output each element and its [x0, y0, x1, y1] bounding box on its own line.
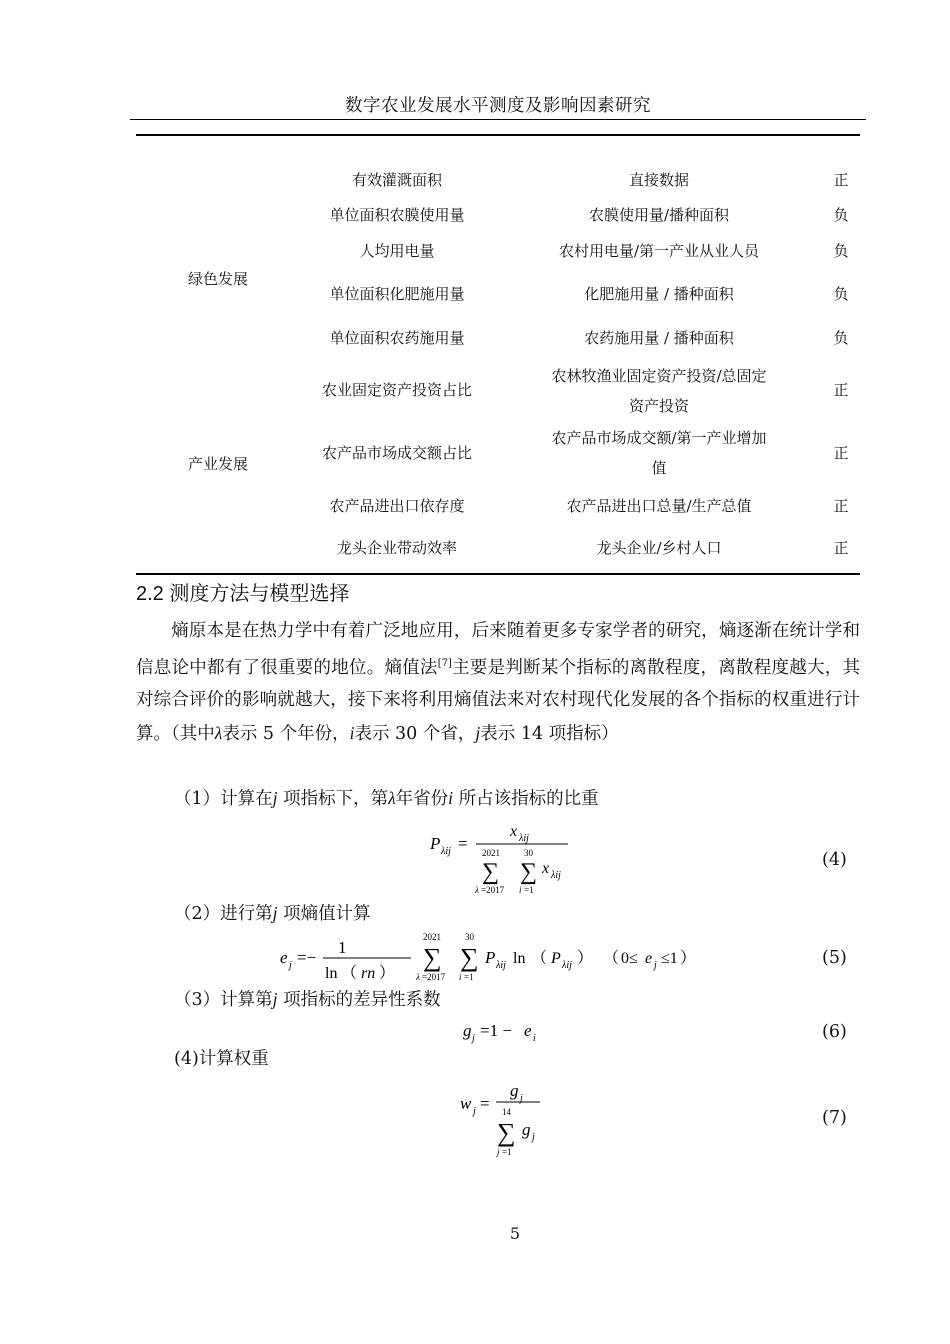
svg-text:=1: =1 [464, 972, 474, 982]
header-rule [130, 119, 866, 120]
svg-text:e: e [524, 1021, 532, 1040]
svg-text:i: i [519, 885, 522, 895]
svg-text:（: （ [531, 950, 548, 967]
svg-text:j: j [472, 1033, 475, 1044]
svg-text:x: x [542, 860, 550, 877]
svg-text:=1 −: =1 − [480, 1021, 512, 1040]
svg-text:λ: λ [475, 885, 479, 895]
svg-text:1: 1 [338, 938, 347, 957]
table-cell-direction: 正 [833, 497, 849, 515]
table-cell-direction: 负 [833, 285, 849, 303]
symbol-i: i [349, 723, 355, 744]
svg-text:e: e [645, 950, 653, 967]
svg-text:g: g [463, 1021, 472, 1040]
table-cell-indicator: 人均用电量 [359, 242, 435, 260]
table-cell-direction: 正 [833, 381, 849, 399]
svg-text:i: i [533, 1033, 536, 1044]
symbol-lambda: λ [214, 723, 223, 744]
equation-6 [455, 1013, 565, 1048]
paragraph-text: 主要是判断某个指标的离散程度，离散程度越大，其对综合评价的影响就越大，接下来将利用熵值法来对农村现代化发展的各个指标的权重进行计算。（其中 [136, 657, 861, 745]
svg-text:g: g [522, 1120, 531, 1139]
svg-text:=−: =− [297, 948, 317, 967]
svg-text:=2017: =2017 [481, 885, 505, 895]
equation-4 [420, 815, 590, 900]
table-group-green: 绿色发展 [187, 270, 248, 288]
svg-text:j: j [289, 960, 292, 971]
svg-text:=1: =1 [502, 1147, 512, 1157]
paragraph-text: 表示 14 项指标） [480, 724, 619, 745]
paragraph-text: 熵原本是在热力学中有着广泛地应用，后来随着更多专家学者的研究，熵逐渐在统计学和信息论中都有了很重要的地位。熵值法 [136, 621, 860, 678]
svg-text:2021: 2021 [423, 932, 441, 942]
symbol-j: j [475, 723, 481, 744]
table-cell-indicator: 农产品进出口依存度 [329, 497, 465, 515]
svg-text:λij: λij [441, 846, 451, 857]
paragraph-text: 表示 30 个省， [354, 724, 476, 745]
svg-text:≤1: ≤1 [661, 950, 678, 967]
table-cell-direction: 正 [833, 539, 849, 557]
table-cell-formula: 化肥施用量 / 播种面积 [584, 285, 734, 303]
svg-text:λij: λij [551, 870, 561, 881]
svg-text:x: x [510, 823, 518, 840]
table-cell-direction: 负 [833, 329, 849, 347]
svg-text:ln: ln [513, 950, 526, 967]
svg-text:λ: λ [416, 972, 420, 982]
table-top-rule [136, 134, 860, 136]
svg-text:P: P [485, 948, 496, 967]
svg-text:∑: ∑ [520, 859, 538, 885]
table-cell-direction: 正 [833, 444, 849, 462]
svg-text:λij: λij [496, 960, 506, 971]
table-cell-indicator: 农产品市场成交额占比 [321, 444, 472, 462]
svg-text:P: P [551, 950, 561, 967]
citation: [7] [437, 657, 452, 669]
svg-text:）: ） [577, 950, 594, 967]
table-cell-indicator: 有效灌溉面积 [351, 171, 442, 189]
svg-text:30: 30 [465, 932, 474, 942]
svg-text:rn: rn [361, 965, 376, 982]
table-cell-formula: 直接数据 [628, 171, 689, 189]
svg-text:w: w [460, 1094, 472, 1113]
step-2-text: （2）进行第j 项熵值计算 [174, 903, 371, 924]
table-cell-formula: 农药施用量 / 播种面积 [584, 329, 734, 347]
equation-7 [450, 1075, 560, 1165]
equation-5 [275, 928, 725, 988]
table-cell-indicator: 单位面积农药施用量 [329, 329, 465, 347]
svg-text:∑: ∑ [423, 943, 442, 972]
table-group-industry: 产业发展 [187, 455, 248, 473]
body-paragraph [136, 615, 860, 751]
svg-text:i: i [459, 972, 462, 982]
running-header: 数字农业发展水平测度及影响因素研究 [345, 96, 651, 116]
svg-text:P: P [430, 834, 441, 853]
table-cell-formula: 资产投资 [628, 397, 689, 415]
svg-text:2021: 2021 [482, 848, 500, 858]
table-cell-direction: 负 [833, 206, 849, 224]
table-cell-formula: 农产品进出口总量/生产总值 [566, 497, 752, 515]
step-4-text: (4)计算权重 [174, 1049, 269, 1069]
equation-number: (7) [822, 1108, 847, 1128]
page-number: 5 [509, 1224, 521, 1243]
svg-text:=: = [458, 834, 468, 853]
svg-text:λij: λij [562, 960, 572, 971]
svg-text:）: ） [379, 965, 396, 982]
svg-text:j: j [654, 960, 657, 971]
equation-number: (4) [822, 850, 847, 870]
table-cell-indicator: 龙头企业带动效率 [336, 539, 457, 557]
svg-text:∑: ∑ [497, 1118, 516, 1147]
svg-text:（: （ [603, 950, 620, 967]
paragraph-text: 表示 5 个年份， [222, 724, 350, 745]
svg-text:e: e [280, 948, 288, 967]
table-cell-formula: 农林牧渔业固定资产投资/总固定 [551, 367, 767, 385]
table-cell-formula: 农村用电量/第一产业从业人员 [558, 242, 760, 260]
svg-text:0≤: 0≤ [621, 950, 638, 967]
table-cell-formula: 龙头企业/乡村人口 [596, 539, 722, 557]
table-cell-indicator: 单位面积化肥施用量 [329, 285, 465, 303]
svg-text:j: j [497, 1147, 500, 1157]
svg-text:（: （ [341, 965, 358, 982]
svg-text:∑: ∑ [460, 943, 479, 972]
svg-text:g: g [510, 1081, 519, 1100]
svg-text:=1: =1 [524, 885, 534, 895]
svg-text:ln: ln [325, 965, 338, 982]
svg-text:30: 30 [524, 848, 533, 858]
table-cell-formula: 农膜使用量/播种面积 [588, 206, 730, 224]
table-cell-indicator: 单位面积农膜使用量 [329, 206, 465, 224]
section-heading: 2.2 测度方法与模型选择 [136, 583, 350, 605]
table-cell-indicator: 农业固定资产投资占比 [321, 381, 472, 399]
svg-text:λij: λij [519, 833, 529, 844]
svg-text:∑: ∑ [482, 859, 500, 885]
svg-text:j: j [520, 1093, 523, 1104]
table-cell-direction: 正 [833, 171, 849, 189]
step-1-text: （1）计算在j 项指标下，第λ年省份i 所占该指标的比重 [174, 788, 599, 809]
table-cell-direction: 负 [833, 242, 849, 260]
svg-text:=2017: =2017 [422, 972, 446, 982]
svg-text:）: ） [680, 950, 697, 967]
step-3-text: （3）计算第j 项指标的差异性系数 [174, 989, 441, 1010]
table-bottom-rule [136, 573, 860, 575]
svg-text:=: = [480, 1094, 490, 1113]
svg-text:j: j [473, 1106, 476, 1117]
equation-number: (5) [822, 948, 847, 968]
table-cell-formula: 值 [651, 459, 667, 477]
equation-number: (6) [822, 1022, 847, 1042]
svg-text:j: j [532, 1132, 535, 1143]
table-cell-formula: 农产品市场成交额/第一产业增加 [551, 429, 767, 447]
svg-text:14: 14 [502, 1107, 511, 1117]
